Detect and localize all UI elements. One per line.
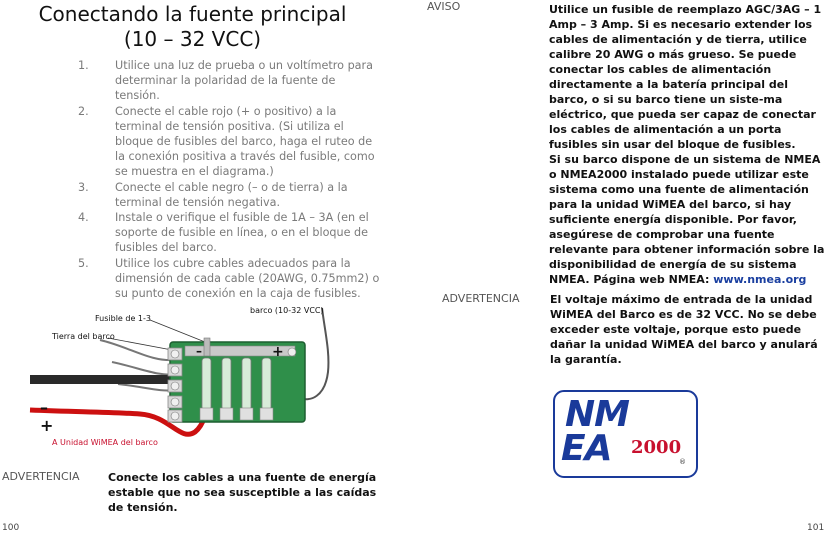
step-number: 5. — [78, 256, 89, 270]
warning-tag: ADVERTENCIA — [2, 470, 80, 483]
step-number: 4. — [78, 211, 89, 225]
step-text: Conecte el cable negro (– o de tierra) a la terminal de tensión negativa. — [115, 180, 348, 209]
step-text: Conecte el cable rojo (+ o positivo) a la terminal de tensión positiva. (Si utiliza el bloque de fusibles del barco, haga el ruteo de la conexión positiva a través del fusible, como se muestra en el diagrama.) — [115, 104, 375, 179]
warning-tag: ADVERTENCIA — [442, 292, 520, 305]
step-number: 1. — [78, 59, 89, 72]
label-fuse: Fusible de 1-3 — [95, 314, 151, 323]
wiring-diagram-drawing — [0, 302, 385, 452]
logo-nm: NM — [565, 394, 629, 435]
step-text: Utilice una luz de prueba o un voltímetro para determinar la polaridad de la fuente de tensión. — [115, 59, 373, 103]
block-minus-sign: – — [196, 344, 202, 358]
nmea2000-logo — [553, 390, 698, 478]
notice-paragraph-1: Utilice un fusible de reemplazo AGC/3AG – 1 Amp – 3 Amp. Si es necesario extender los cables de alimentación y de tierra, utilice calibre 20 AWG o más grueso. Se puede conectar los cables de alimentación directamente a la batería principal del barco, o si su barco tiene un siste-ma eléctrico, que pueda ser capaz de conectar los cables de alimentación a un porta fusibles sin usar del bloque de fusibles. — [549, 3, 822, 151]
notice-paragraph-2 — [549, 152, 825, 287]
page-number-left: 100 — [2, 523, 20, 533]
step-item — [78, 256, 383, 302]
step-item — [78, 210, 383, 256]
title-line-1: Conectando la fuente principal — [38, 2, 347, 26]
logo-ea: EA — [561, 428, 612, 469]
step-item — [78, 58, 383, 104]
step-number: 2. — [78, 104, 89, 118]
nmea-link[interactable]: www.nmea.org — [713, 273, 807, 286]
step-text: Utilice los cubre cables adecuados para la dimensión de cada cable (20AWG, 0.75mm2) o su punto de conexión en la caja de fusibles. — [115, 256, 380, 301]
label-wimea-unit: A Unidad WiMEA del barco — [52, 438, 158, 447]
logo-2000: 2000 — [631, 437, 682, 458]
label-ground: Tierra del barco — [52, 332, 115, 341]
block-plus-sign: + — [272, 344, 284, 360]
step-text: Instale o verifique el fusible de 1A – 3A (en el soporte de fusible en línea, o en el bloque de fusibles del barco. — [115, 211, 369, 255]
page-title — [0, 2, 385, 52]
notice-text — [549, 2, 825, 287]
warning-text: El voltaje máximo de entrada de la unidad WiMEA del Barco es de 32 VCC. No se debe exceder este voltaje, porque esto puede dañar la unidad WiMEA del barco y anulará la garantía. — [550, 293, 818, 366]
notice-paragraph-2-text: Si su barco dispone de un sistema de NMEA o NMEA2000 instalado puede utilizar este sistema como una fuente de alimentación para la unidad WiMEA del barco, si hay suficiente energía disponible. Por favor, asegúrese de comprobar una fuente relevante para obtener información sobre la disponibilidad de energía de su sistema NMEA. Página web NMEA: — [549, 153, 825, 286]
warning-text: Conecte los cables a una fuente de energía estable que no sea susceptible a las caídas de tensión. — [108, 471, 377, 514]
title-line-2: (10 – 32 VCC) — [123, 27, 262, 51]
step-item — [78, 104, 383, 180]
logo-registered: ® — [679, 458, 686, 466]
page-number-right: 101 — [807, 523, 825, 533]
notice-tag: AVISO — [427, 0, 461, 13]
label-boat-supply: barco (10-32 VCC) — [250, 306, 324, 315]
plus-sign: + — [40, 416, 54, 435]
instruction-steps — [78, 58, 383, 301]
wiring-diagram — [0, 302, 385, 452]
step-item — [78, 180, 383, 210]
minus-sign: – — [40, 398, 48, 417]
step-number: 3. — [78, 180, 89, 194]
